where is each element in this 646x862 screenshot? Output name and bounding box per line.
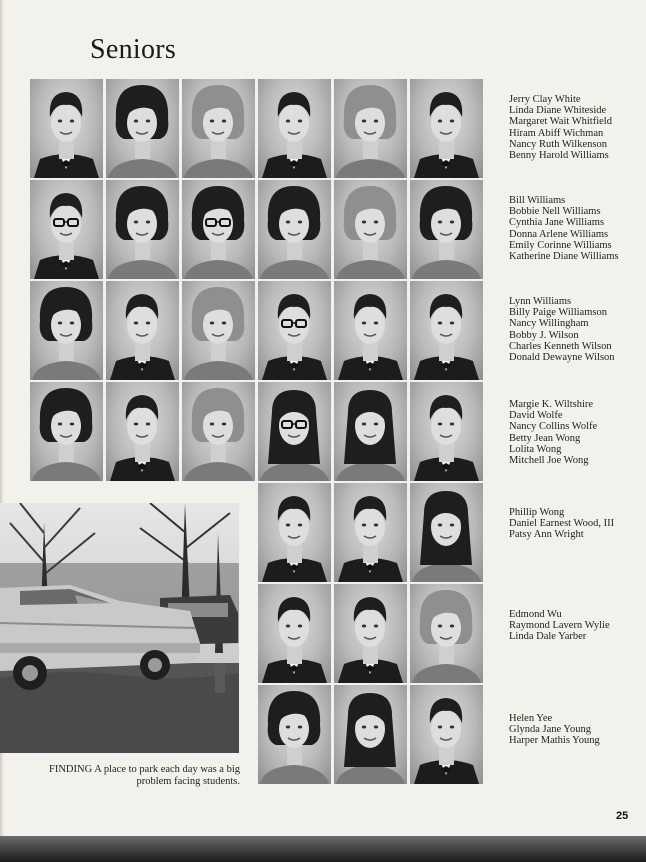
name-line: David Wolfe [509, 410, 563, 422]
name-list-row-5 [509, 507, 614, 541]
senior-portrait [410, 483, 483, 582]
name-line: Patsy Ann Wright [509, 529, 584, 541]
name-line: Betty Jean Wong [509, 432, 581, 444]
name-line: Helen Yee [509, 713, 553, 724]
name-line: Margie K. Wiltshire [509, 399, 594, 410]
name-line: Daniel Earnest Wood, III [509, 518, 615, 530]
page-title: Seniors [90, 34, 177, 65]
parking-lot-illustration [0, 503, 239, 753]
senior-portrait [258, 281, 331, 380]
senior-portrait [334, 382, 407, 481]
name-line: Margaret Wait Whitfield [509, 116, 612, 128]
senior-portrait [30, 281, 103, 380]
senior-portrait [410, 180, 483, 279]
senior-portrait [106, 180, 179, 279]
name-line: Benny Harold Williams [509, 150, 609, 162]
name-line: Donna Arlene Williams [509, 228, 609, 240]
name-line: Emily Corinne Williams [509, 239, 612, 251]
senior-portrait [182, 281, 255, 380]
senior-portrait [106, 79, 179, 178]
senior-portrait [182, 382, 255, 481]
senior-portrait [258, 382, 331, 481]
senior-portrait [258, 79, 331, 178]
name-line: Harper Mathis Young [509, 735, 600, 747]
name-line: Phillip Wong [509, 507, 565, 518]
name-line: Cynthia Jane Williams [509, 217, 605, 229]
name-line: Jerry Clay White [509, 94, 581, 105]
senior-portrait [182, 79, 255, 178]
senior-portrait [410, 281, 483, 380]
name-list-row-7 [509, 713, 600, 747]
scanner-edge [0, 836, 646, 862]
senior-portrait [30, 180, 103, 279]
name-line: Bobby J. Wilson [509, 329, 579, 341]
senior-portrait [334, 685, 407, 784]
name-line: Nancy Willingham [509, 318, 589, 330]
name-line: Glynda Jane Young [509, 724, 591, 736]
name-list-row-1 [509, 94, 612, 161]
name-list-row-3 [509, 296, 615, 363]
senior-portrait [106, 281, 179, 380]
name-line: Bill Williams [509, 195, 566, 206]
name-line: Linda Dale Yarber [509, 631, 587, 643]
name-line: Lynn Williams [509, 296, 572, 307]
name-line: Nancy Collins Wolfe [509, 421, 598, 433]
parking-lot-photo [0, 503, 239, 753]
senior-portrait [258, 685, 331, 784]
name-line: Mitchell Joe Wong [509, 455, 589, 467]
name-line: Katherine Diane Williams [509, 251, 619, 263]
name-line: Linda Diane Whiteside [509, 105, 607, 117]
senior-portrait [182, 180, 255, 279]
name-line: Billy Paige Williamson [509, 307, 607, 319]
name-line: Edmond Wu [509, 609, 562, 620]
photo-caption: FINDING A place to park each day was a big problem facing students. [49, 764, 240, 787]
senior-portrait [258, 483, 331, 582]
senior-portrait [30, 382, 103, 481]
name-line: Donald Dewayne Wilson [509, 352, 615, 364]
name-list-row-4 [509, 399, 597, 466]
senior-portrait [106, 382, 179, 481]
senior-portrait [410, 584, 483, 683]
name-line: Bobbie Nell Williams [509, 206, 601, 218]
name-line: Nancy Ruth Wilkenson [509, 138, 607, 150]
page-number: 25 [616, 810, 629, 822]
senior-portrait [258, 180, 331, 279]
name-line: Hiram Abiff Wichman [509, 127, 604, 139]
senior-portrait [410, 382, 483, 481]
senior-portrait [334, 483, 407, 582]
senior-portrait [30, 79, 103, 178]
name-list-row-6 [509, 609, 610, 643]
name-line: Raymond Lavern Wylie [509, 620, 610, 632]
name-line: Charles Kenneth Wilson [509, 340, 612, 352]
senior-portrait [334, 281, 407, 380]
senior-portrait [334, 584, 407, 683]
senior-portrait [334, 180, 407, 279]
name-line: Lolita Wong [509, 443, 562, 455]
senior-portrait [334, 79, 407, 178]
senior-portrait [410, 79, 483, 178]
name-list-row-2 [509, 195, 619, 262]
senior-portrait [410, 685, 483, 784]
senior-portrait [258, 584, 331, 683]
